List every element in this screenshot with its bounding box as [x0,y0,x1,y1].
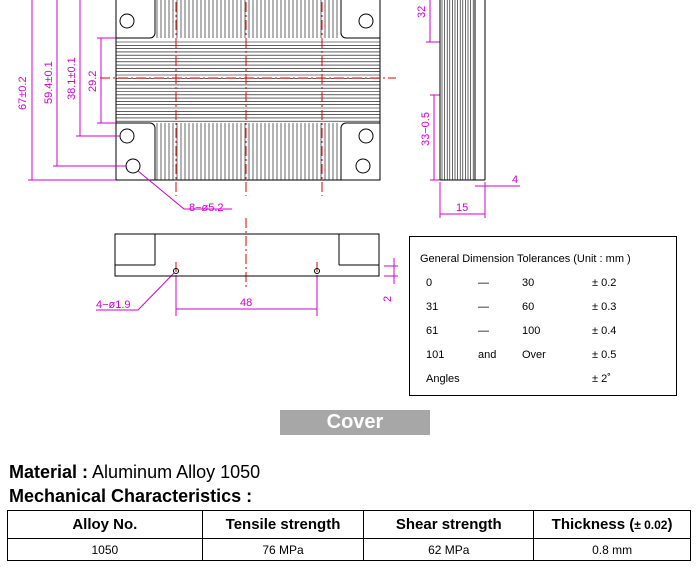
mechanical-title: Mechanical Characteristics : [9,486,253,506]
table-header-row [8,511,691,539]
dim-32: 32 [416,5,428,18]
top-view [116,0,380,180]
mount-hole [126,159,140,173]
material-value: Aluminum Alloy 1050 [92,462,261,482]
dim-15: 15 [456,202,469,214]
material-label: Material : [9,462,89,482]
mount-hole [120,14,134,28]
dim-33: 33−0.5 [420,112,432,146]
dim-holes-side: 4−ø1.9 [96,299,131,311]
dim-2: 2 [382,295,394,302]
header-alloy: Alloy No. [8,511,203,539]
cell-tensile: 76 MPa [202,539,364,561]
tolerance-row: Angles ± 2˚ [426,373,611,385]
tolerance-row: 101 and Over ± 0.5 [426,349,617,361]
tolerance-table [409,236,677,396]
tolerance-title: General Dimension Tolerances (Unit : mm ) [420,253,631,265]
header-shear: Shear strength [364,511,534,539]
header-thickness: Thickness (± 0.02) [534,511,691,539]
dim-59-4: 59.4±0.1 [43,61,55,104]
mechanical-table [7,510,691,561]
dim-29-2: 29.2 [87,70,99,92]
dim-48: 48 [240,297,253,309]
tolerance-row: 31 — 60 ± 0.3 [426,301,617,313]
tolerance-row: 0 — 30 ± 0.2 [426,277,617,289]
mount-hole [359,129,373,143]
tolerance-row: 61 — 100 ± 0.4 [426,325,617,337]
dim-38-1: 38.1±0.1 [66,57,78,100]
front-view [115,234,379,276]
material-line [9,462,260,483]
side-view [440,0,485,180]
table-row [8,539,691,561]
dim-67: 67±0.2 [17,76,29,110]
cover-label: Cover [280,410,430,435]
mount-hole [359,14,373,28]
dim-holes-top: 8−ø5.2 [189,202,224,214]
cell-thickness: 0.8 mm [534,539,691,561]
dim-4: 4 [512,174,519,186]
header-tensile: Tensile strength [202,511,364,539]
mount-hole [120,129,134,143]
mount-hole [356,159,370,173]
cell-alloy: 1050 [8,539,203,561]
cell-shear: 62 MPa [364,539,534,561]
